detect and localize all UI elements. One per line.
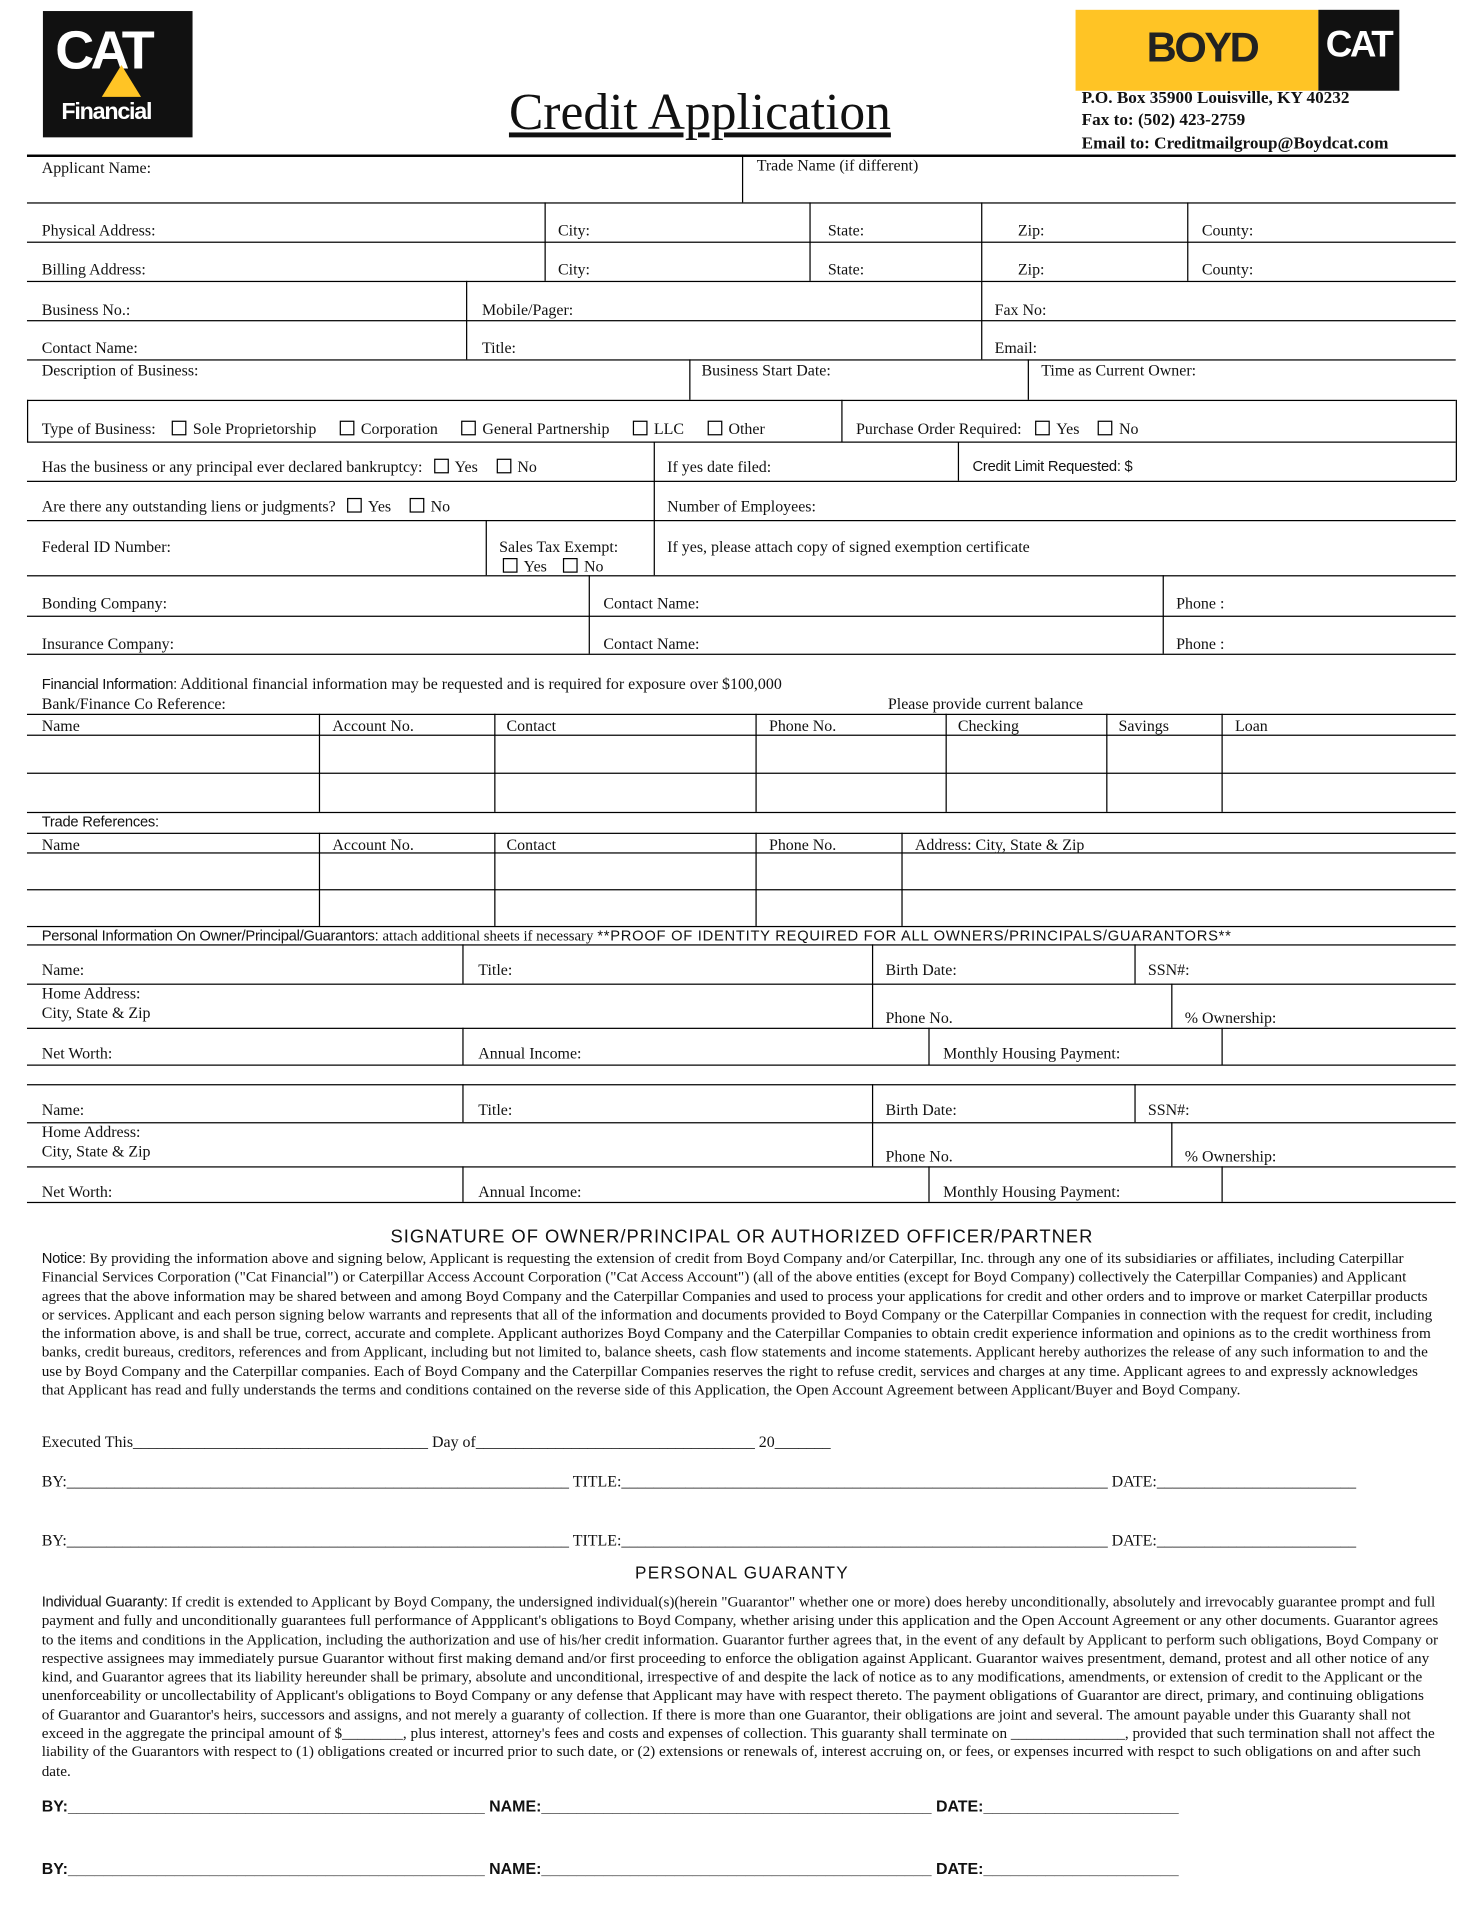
title-label: Title: [481,338,516,357]
other-checkbox[interactable]: Other [708,419,765,437]
home-address-label: Home Address: [41,1122,141,1141]
company-fax: Fax to: (502) 423-2759 [1081,111,1246,130]
bank-col-loan: Loan [1234,716,1268,735]
email-label: Email: [994,338,1038,357]
exemption-note: If yes, please attach copy of signed exemption certificate [667,537,1030,556]
business-no-label: Business No.: [41,300,131,319]
ssn-label: SSN#: [1147,1100,1190,1119]
type-of-business [42,419,765,439]
liens-no-checkbox[interactable]: No [410,497,450,515]
phone-label: Phone No. [885,1008,953,1027]
corporation-checkbox[interactable]: Corporation [340,419,438,437]
boyd-cat-logo: BOYD CAT [1076,10,1400,91]
net-worth-label: Net Worth: [41,1182,113,1201]
billing-zip-label: Zip: [1017,259,1045,279]
insurance-phone-label: Phone : [1176,634,1225,653]
bank-col-account: Account No. [332,716,414,735]
net-worth-label: Net Worth: [41,1043,113,1063]
po-no-checkbox[interactable]: No [1098,419,1138,437]
liens-yes-checkbox[interactable]: Yes [347,497,391,515]
bonding-contact-label: Contact Name: [603,593,700,612]
sales-tax-label: Sales Tax Exempt: [499,537,619,556]
insurance-label: Insurance Company: [41,634,175,653]
trade-col-phone: Phone No. [768,835,837,854]
city-state-zip-label: City, State & Zip [41,1003,151,1022]
name-label: Name: [41,1100,85,1119]
bank-col-contact: Contact [506,716,557,735]
bank-col-checking: Checking [957,716,1019,735]
annual-income-label: Annual Income: [478,1043,582,1063]
sales-tax-options [503,557,604,577]
sole-checkbox[interactable]: Sole Proprietorship [172,419,316,437]
time-owner-label: Time as Current Owner: [1041,360,1197,379]
po-yes-checkbox[interactable]: Yes [1035,419,1079,437]
company-email[interactable]: Email to: Creditmailgroup@Boydcat.com [1081,134,1389,154]
notice-paragraph: Notice: By providing the information above and signing below, Applicant is requesting the extension of credit from Boyd Company and/or Caterpillar, Inc. through any one of its subsidiaries or affiliates, including Caterpillar Financial Services Corporation ("Cat Financial") or Caterpillar Access Account Corporation ("Cat Access Account") (all of the above entities (except for Boyd Company) collectively the Caterpillar Companies) and Applicant agrees that the above information may be shared between and among Boyd Company and the Caterpillar Companies and used to process your applications for credit and other orders and to improve or market Caterpillar products or services. Applicant and each person signing below warrants and represents that all of the information and documents provided to Boyd Company or the Caterpillar Companies in connection with the request for credit, including the information above, is and shall be true, correct, accurate and complete. Applicant authorizes Boyd Company and the Caterpillar Companies to obtain credit experience information and opinions as to the credit worthiness from banks, credit bureaus, creditors, references and from Applicant, including but not limited to, balance sheets, cash flow statements and income statements. Applicant hereby authorizes the release of any such information to and the use by Boyd Company and the Caterpillar companies. Each of Boyd Company and the Caterpillar Companies reserves the right to refuse credit, services and charges at any time. Applicant agrees to and expressly acknowledges that Applicant has read and fully understands the terms and conditions contained on the reverse side of this Application, the Open Account Agreement between Applicant/Buyer and Boyd Company. [41,1249,1433,1399]
home-address-label: Home Address: [41,983,141,1002]
contact-name-label: Contact Name: [41,338,138,357]
trade-col-address: Address: City, State & Zip [914,835,1085,854]
employees-label: Number of Employees: [667,496,816,516]
applicant-name-label: Applicant Name: [41,158,152,177]
trade-col-account: Account No. [332,835,414,854]
bankruptcy-no-checkbox[interactable]: No [497,457,537,475]
trade-col-name: Name [41,835,80,854]
balance-note: Please provide current balance [887,694,1084,713]
fax-no-label: Fax No: [994,300,1047,319]
signature-heading: SIGNATURE OF OWNER/PRINCIPAL OR AUTHORIZED OFFICER/PARTNER [390,1226,1094,1248]
purchase-order: Purchase Order Required: Yes No [856,419,1139,438]
company-address: P.O. Box 35900 Louisville, KY 40232 [1081,89,1350,108]
guaranty-by-line-2[interactable]: BY:_______________________________________________ NAME:____________________________________________ DATE:______________________ [41,1859,1179,1878]
billing-address-label: Billing Address: [41,259,146,279]
mobile-label: Mobile/Pager: [481,300,574,319]
description-label: Description of Business: [41,360,199,379]
title-label: Title: [478,960,513,979]
bonding-label: Bonding Company: [41,593,168,612]
guaranty-heading: PERSONAL GUARANTY [635,1562,849,1583]
annual-income-label: Annual Income: [478,1182,582,1201]
city-label: City: [558,220,590,240]
birth-date-label: Birth Date: [885,960,957,979]
trade-name-label: Trade Name (if different) [756,155,919,175]
bank-col-phone: Phone No. [768,716,837,735]
bonding-phone-label: Phone : [1176,593,1225,612]
ownership-label: % Ownership: [1184,1146,1277,1166]
state-label: State: [827,220,865,240]
trade-col-contact: Contact [506,835,557,854]
page-title: Credit Application [508,84,891,142]
cat-financial-logo: CAT Financial [43,11,193,137]
date-filed-label: If yes date filed: [667,457,772,476]
ssn-label: SSN#: [1147,960,1190,979]
title-label: Title: [478,1100,513,1119]
housing-label: Monthly Housing Payment: [943,1182,1121,1201]
tax-no-checkbox[interactable]: No [563,557,603,575]
ownership-label: % Ownership: [1184,1008,1277,1027]
start-date-label: Business Start Date: [701,360,831,379]
bank-col-savings: Savings [1118,716,1169,735]
bank-col-name: Name [41,716,80,735]
signature-by-line-1[interactable]: BY:_______________________________________________________________ TITLE:_____________________________________________________________ DATE:_________________________ [41,1471,1357,1491]
bankruptcy-yes-checkbox[interactable]: Yes [434,457,478,475]
billing-county-label: County: [1201,259,1254,279]
birth-date-label: Birth Date: [885,1100,957,1119]
phone-label: Phone No. [885,1146,953,1166]
liens-question: Are there any outstanding liens or judgments? Yes No [41,496,451,516]
signature-by-line-2[interactable]: BY:_______________________________________________________________ TITLE:_____________________________________________________________ DATE:_________________________ [41,1530,1357,1549]
billing-city-label: City: [558,259,590,279]
credit-limit-label: Credit Limit Requested: $ [972,457,1133,475]
executed-line[interactable]: Executed This_____________________________________ Day of___________________________________ 20_______ [41,1432,831,1451]
tax-yes-checkbox[interactable]: Yes [503,557,547,575]
general-partnership-checkbox[interactable]: General Partnership [462,419,610,437]
personal-heading: Personal Information On Owner/Principal/Guarantors: attach additional sheets if necessary **PROOF OF IDENTITY REQUIRED FOR ALL OWNERS/PRINCIPALS/GUARANTORS** [41,927,1232,945]
housing-label: Monthly Housing Payment: [943,1043,1121,1063]
guaranty-paragraph: Individual Guaranty: If credit is extended to Applicant by Boyd Company, the undersigned individual(s)(herein "Guarantor" whether one or more) does hereby unconditionally, absolutely and irrevocably guarantee prompt and full payment and fully and unconditionally guarantees full performance of Appplicant's obligations to Boyd Company, whether arising under this application and the Open Account Agreement or any other documents. Guarantor agrees to the items and conditions in the Application, including the authorization and use of his/her credit information. Guarantor further agrees that, in the event of any default by Applicant to perform such obligations, Boyd Company or respective assignees may immediately pursue Guarantor without first making demand and/or first proceeding to enforce the obligation against Applicant. Guarantor waives presentment, demand, protest and all other notice of any kind, and Guarantor agrees that its liability hereunder shall be primary, absolute and unconditional, irrespective of and despite the lack of notice as to any modifications, amendments, or extension of credit to the Applicant or the unenforceability or uncollectability of Applicant's obligations to Boyd Company or any defense that Applicant may have with respect thereto. The payment obligations of Guarantor are direct, primary, and continuing obligations of Guarantor and Guarantor's heirs, successors and assigns, and not merely a guaranty of collection. If there is more than one Guarantor, their obligations are joint and several. The amount payable under this Guaranty shall not exceed in the aggregate the principal amount of $________, plus interest, attorney's fees and costs and expenses of collection. This guaranty shall terminate on _______________, provided that such termination shall not affect the liability of the Guarantors with respect to (1) obligations created or incurred prior to such date, or (2) extensions or renewals of, interest accruing on, or fees, or expenses incurred with respct to such obligations on and after such date. [41,1593,1439,1780]
name-label: Name: [41,960,85,979]
financial-info: Financial Information: Additional financial information may be requested and is required for exposure over $100,000 [41,674,782,693]
billing-state-label: State: [827,259,865,279]
city-state-zip-label: City, State & Zip [41,1141,151,1161]
insurance-contact-label: Contact Name: [603,634,700,653]
llc-checkbox[interactable]: LLC [633,419,684,437]
county-label: County: [1201,220,1254,240]
trade-heading: Trade References: [41,813,159,831]
physical-address-label: Physical Address: [41,220,156,240]
zip-label: Zip: [1017,220,1045,240]
bank-ref-label: Bank/Finance Co Reference: [41,694,226,713]
federal-id-label: Federal ID Number: [41,537,171,556]
bankruptcy-question: Has the business or any principal ever declared bankruptcy: Yes No [41,457,537,476]
guaranty-by-line-1[interactable]: BY:_______________________________________________ NAME:____________________________________________ DATE:______________________ [41,1796,1179,1816]
type-business-label: Type of Business: [41,419,156,438]
